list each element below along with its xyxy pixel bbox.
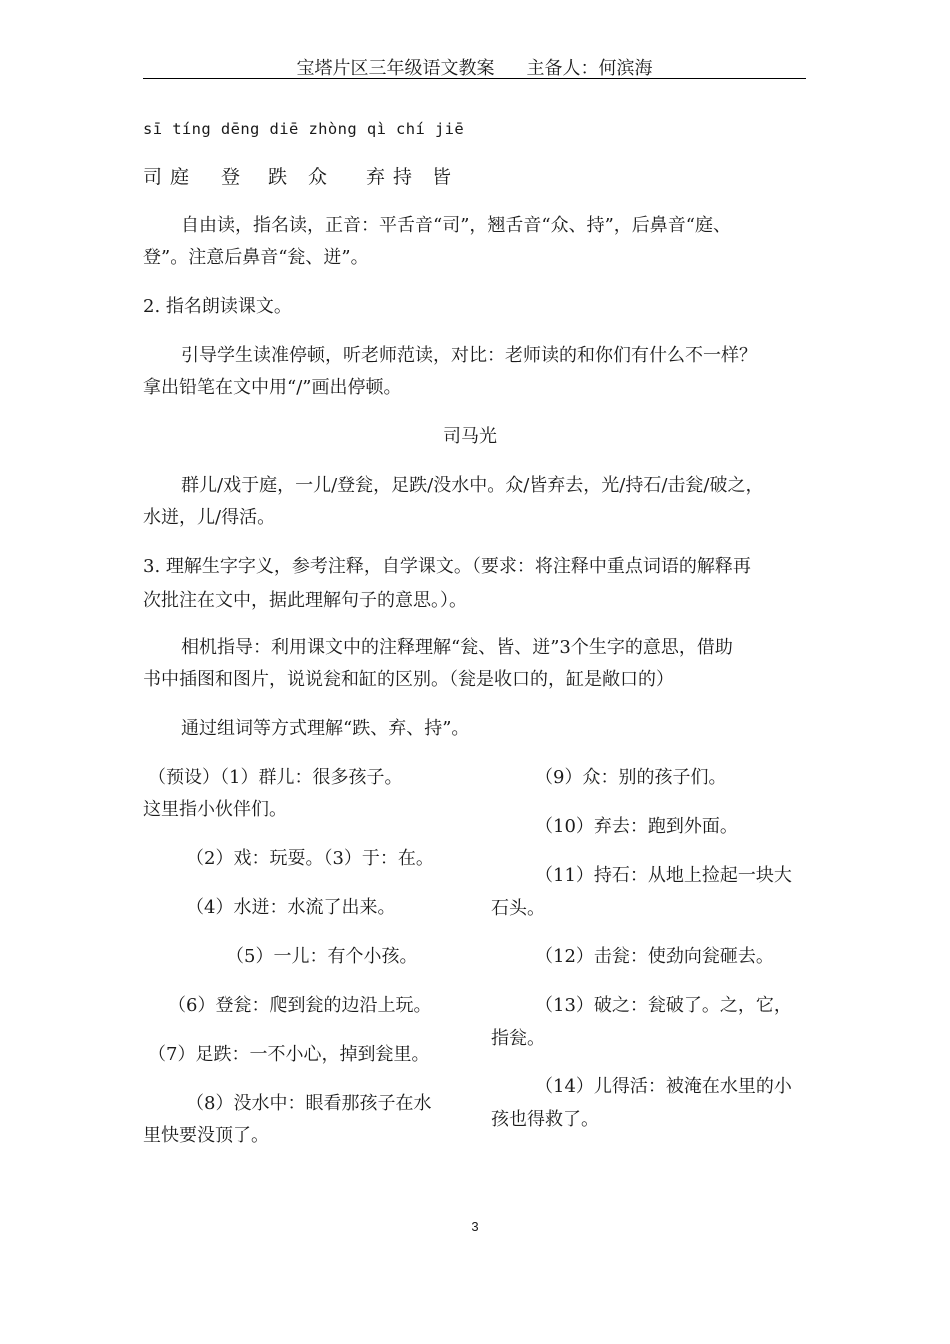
note-item: （9）众：别的孩子们。 <box>535 767 727 788</box>
note-item: （12）击瓮：使劲向瓮砸去。 <box>535 946 774 967</box>
hanzi-ting: 庭 <box>170 166 190 188</box>
note-item: （4）水迸：水流了出来。 <box>186 897 396 918</box>
list-item-3-cont: 次批注在文中，据此理解句子的意思。）。 <box>143 590 467 611</box>
paragraph-line: 引导学生读准停顿，听老师范读，对比：老师读的和你们有什么不一样？ <box>181 345 757 366</box>
list-item-3: 3. 理解生字字义，参考注释，自学课文。（要求：将注释中重点词语的解释再 <box>143 556 751 577</box>
note-item: 里快要没顶了。 <box>143 1125 269 1146</box>
note-item: （11）持石：从地上捡起一块大 <box>535 865 792 886</box>
paragraph-line: 自由读，指名读，正音：平舌音“司”，翘舌音“众、持”，后鼻音“庭、 <box>181 215 732 236</box>
note-item: 石头。 <box>491 898 545 919</box>
hanzi-chi: 持 <box>393 166 413 188</box>
paragraph-line: 拿出铅笔在文中用“/”画出停顿。 <box>143 377 402 398</box>
hanzi-zhong: 众 <box>308 166 328 188</box>
note-item: 孩也得救了。 <box>491 1109 599 1130</box>
hanzi-si: 司 <box>143 166 163 188</box>
note-item: （5）一儿：有个小孩。 <box>226 946 418 967</box>
note-item: （2）戏：玩耍。（3）于：在。 <box>186 848 434 869</box>
note-item: 指瓮。 <box>491 1028 545 1049</box>
note-item: （13）破之：瓮破了。之，它， <box>535 995 792 1016</box>
header-title: 宝塔片区三年级语文教案 <box>296 58 495 79</box>
header-divider <box>143 78 806 79</box>
paragraph-line: 书中插图和图片，说说瓮和缸的区别。（瓮是收口的，缸是敞口的） <box>143 669 674 690</box>
paragraph-line: 登”。注意后鼻音“瓮、迸”。 <box>143 247 369 268</box>
hanzi-qi: 弃 <box>366 166 386 188</box>
note-item: （10）弃去：跑到外面。 <box>535 816 738 837</box>
pinyin-line: sī tíng dēng diē zhòng qì chí jiē <box>143 120 465 138</box>
hanzi-deng: 登 <box>221 166 241 188</box>
page-number: 3 <box>471 1219 479 1234</box>
note-item: （14）儿得活：被淹在水里的小 <box>535 1076 792 1097</box>
note-item: 这里指小伙伴们。 <box>143 799 287 820</box>
paragraph-line: 相机指导：利用课文中的注释理解“瓮、皆、迸”3个生字的意思，借助 <box>181 637 733 658</box>
note-item: （预设）（1）群儿：很多孩子。 <box>148 767 403 788</box>
poem-line: 群儿/戏于庭，一儿/登瓮，足跌/没水中。众/皆弃去，光/持石/击瓮/破之， <box>181 475 764 496</box>
hanzi-die: 跌 <box>268 166 288 188</box>
poem-line: 水迸，儿/得活。 <box>143 507 276 528</box>
hanzi-jie: 皆 <box>432 166 452 188</box>
note-item: （8）没水中：眼看那孩子在水 <box>186 1093 432 1114</box>
paragraph-line: 通过组词等方式理解“跌、弃、持”。 <box>181 718 470 739</box>
poem-title: 司马光 <box>443 426 497 447</box>
list-item-2: 2. 指名朗读课文。 <box>143 296 292 317</box>
header-author: 主备人：何滨海 <box>526 58 653 79</box>
note-item: （7）足跌：一不小心，掉到瓮里。 <box>148 1044 430 1065</box>
note-item: （6）登瓮：爬到瓮的边沿上玩。 <box>168 995 432 1016</box>
